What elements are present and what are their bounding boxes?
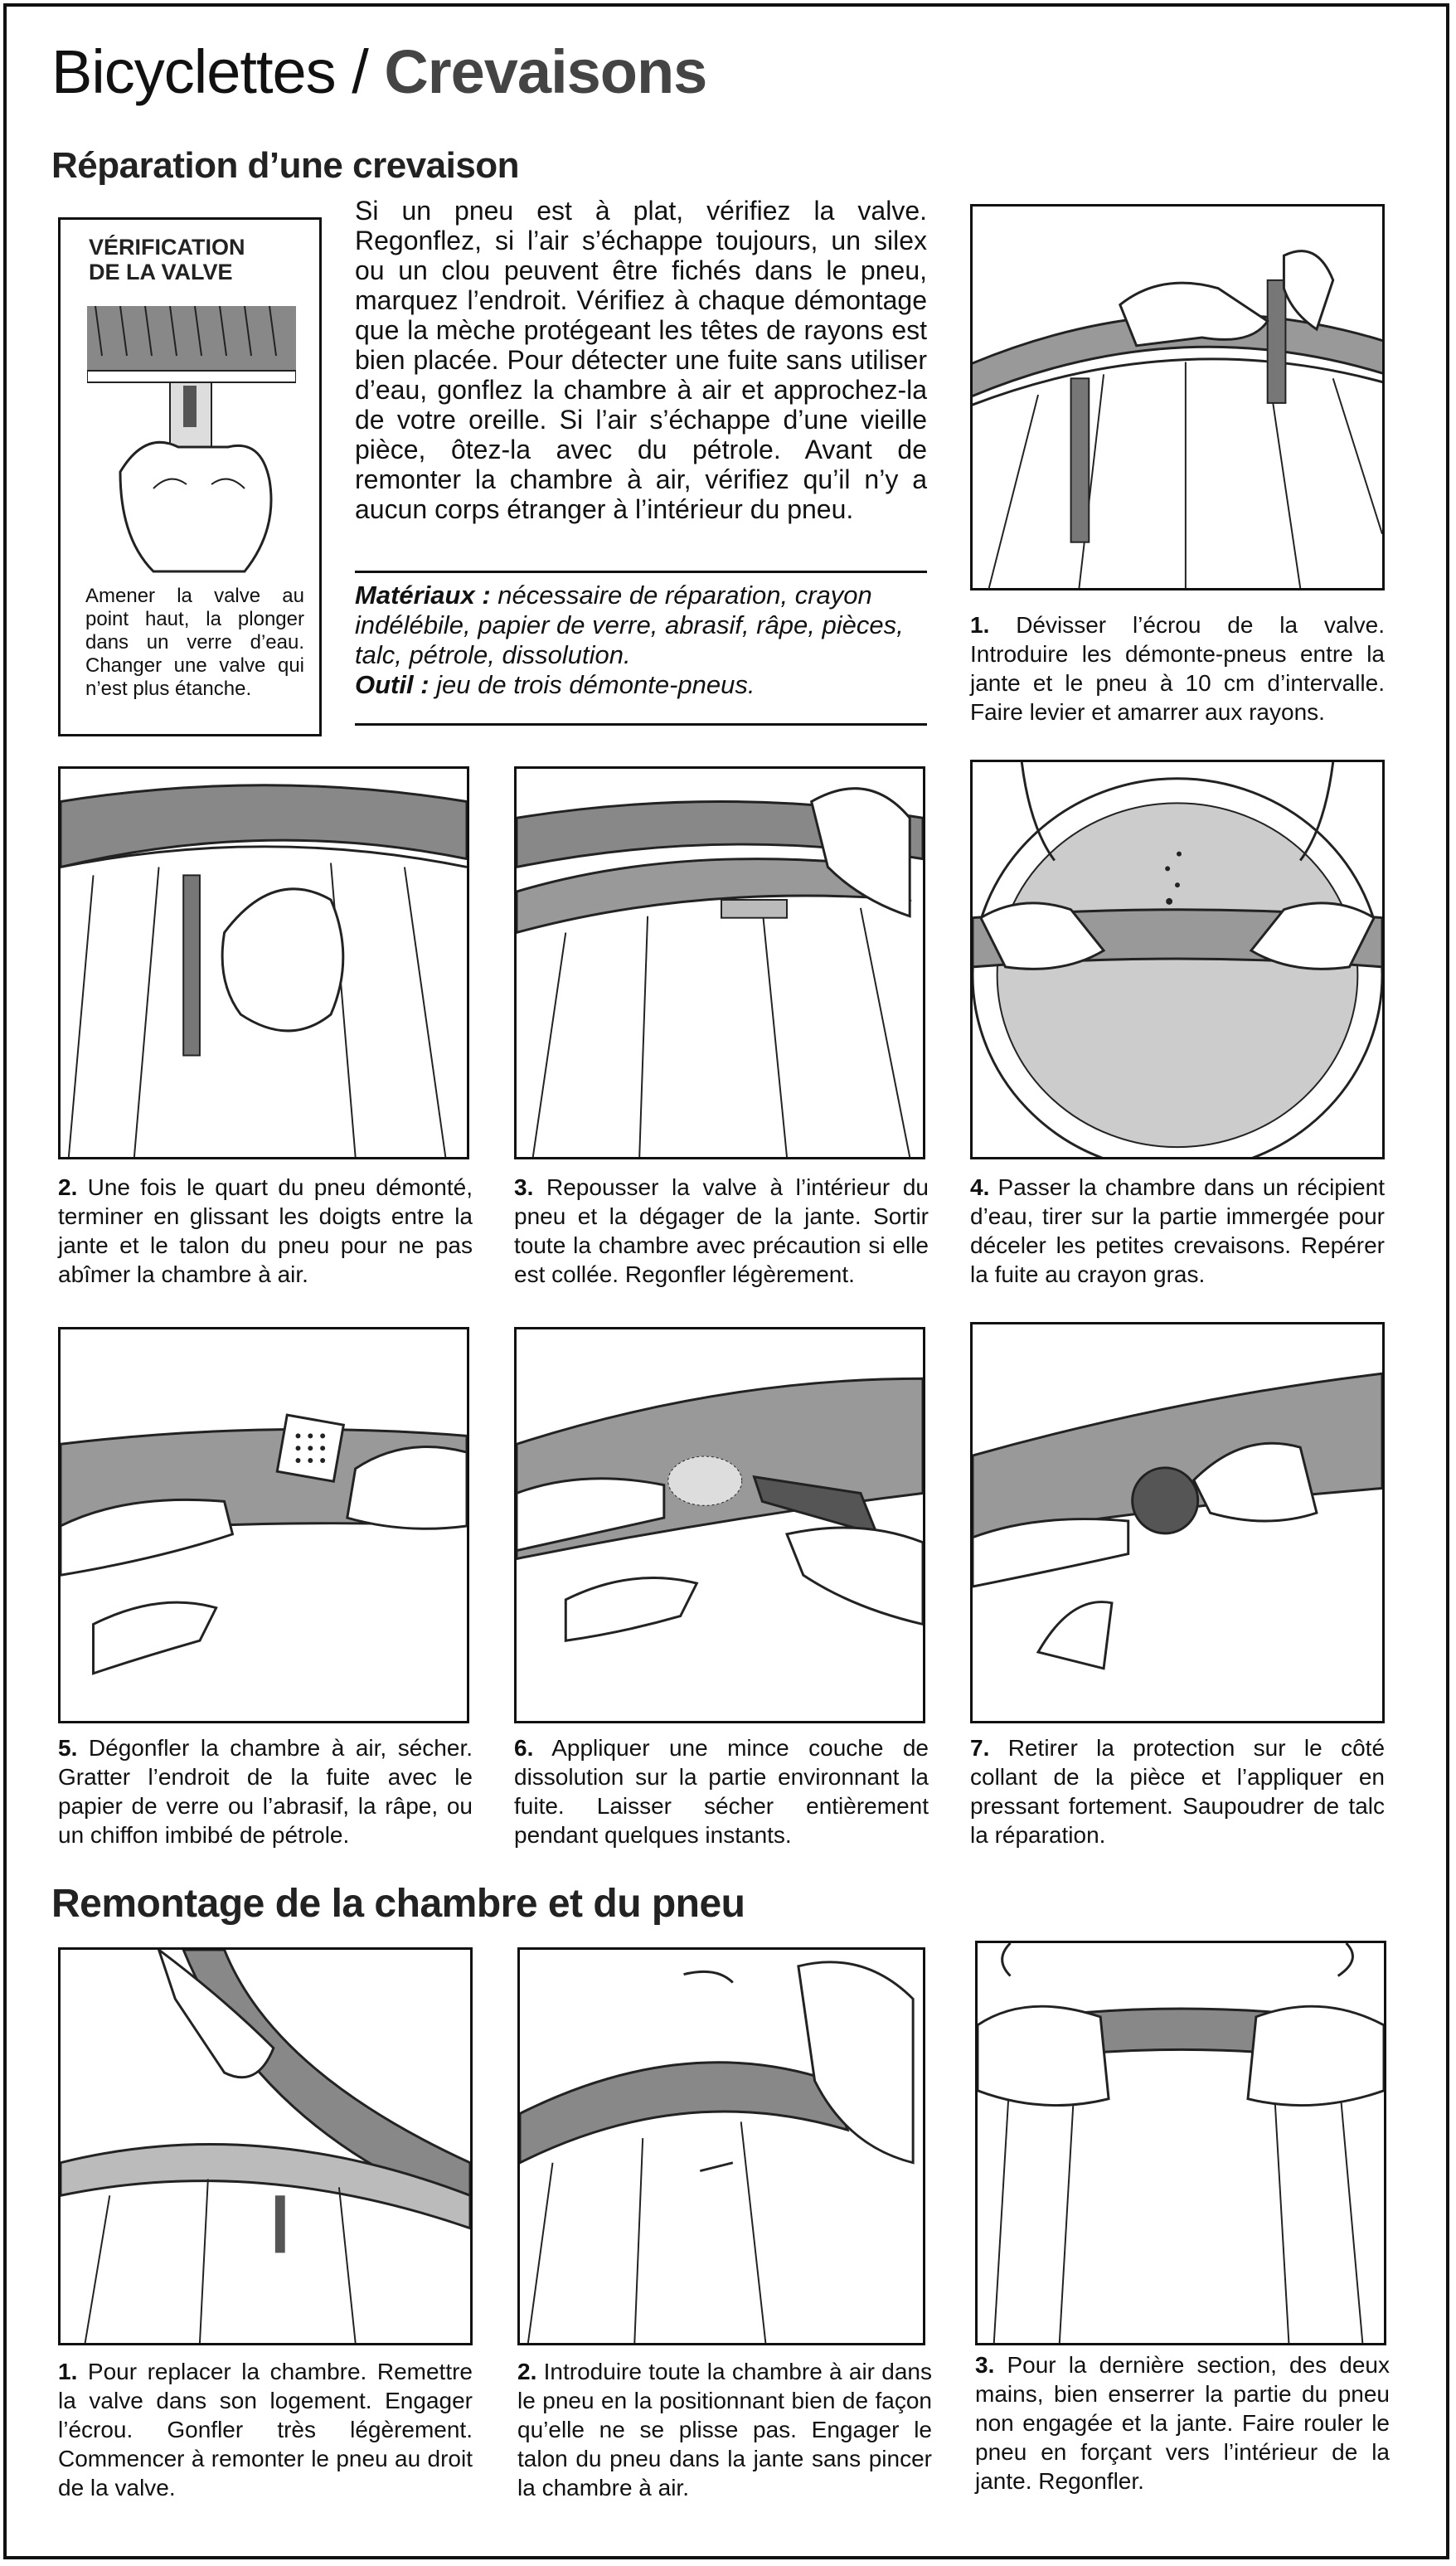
step-3-illustration — [514, 766, 925, 1159]
tool-label: Outil : — [355, 670, 430, 699]
step-6-illustration — [514, 1327, 925, 1723]
remount-step-2-illustration — [517, 1947, 925, 2345]
step-3-caption: 3. Repousser la valve à l’intérieur du pneu et la dégager de la jante. Sortir toute la chambre avec précaution si elle est collée. Regonfler légèrement. — [514, 1174, 929, 1287]
section-heading-remount: Remontage de la chambre et du pneu — [51, 1882, 745, 1926]
step-2-illustration — [58, 766, 469, 1159]
remount-step-1-caption: 1. Pour replacer la chambre. Remettre la valve dans son logement. Engager l’écrou. Gonfler très légèrement. Commencer à remonter le pneu au droit de la valve. — [58, 2359, 473, 2500]
page-title: Bicyclettes / Crevaisons — [51, 37, 707, 106]
step-7-caption: 7. Retirer la protection sur le côté collant de la pièce et l’appliquer en pressant fortement. Saupoudrer de talc la réparation. — [970, 1735, 1386, 1848]
materials-block — [355, 581, 927, 700]
step-2-caption: 2. Une fois le quart du pneu démonté, terminer en glissant les doigts entre la jante et le talon du pneu pour ne pas abîmer la chambre à air. — [58, 1174, 473, 1287]
step-7-illustration — [970, 1322, 1385, 1723]
remount-step-3-caption: 3. Pour la dernière section, des deux mains, bien enserrer la partie du pneu non engagée et la jante. Faire rouler le pneu en forçant vers l’intérieur de la jante. Regonfler. — [975, 2352, 1390, 2494]
divider — [355, 723, 927, 726]
section-heading-repair: Réparation d’une crevaison — [51, 145, 520, 186]
intro-paragraph: Si un pneu est à plat, vérifiez la valve. Regonflez, si l’air s’échappe toujours, un silex ou un clou peuvent être fichés dans le pneu, marquez l’endroit. Vérifiez à chaque démontage que la mèche protégeant les têtes de rayons est bien placée. Pour détecter une fuite sans utiliser d’eau, gonflez la chambre à air et approchez-la de votre oreille. Si l’air s’échappe d’une vieille pièce, ôtez-la avec du pétrole. Avant de remonter la chambre à air, vérifiez qu’il n’y a aucun corps étranger à l’intérieur du pneu. — [355, 196, 927, 524]
remount-step-2-caption: 2. Introduire toute la chambre à air dans le pneu en la positionnant bien de façon qu’elle ne se plisse pas. Engager le talon du pneu dans la jante sans pincer la chambre à air. — [517, 2359, 932, 2500]
step-5-caption: 5. Dégonfler la chambre à air, sécher. Gratter l’endroit de la fuite avec le papier de verre ou l’abrasif, la râpe, ou un chiffon imbibé de pétrole. — [58, 1735, 473, 1848]
step-4-caption: 4. Passer la chambre dans un récipient d’eau, tirer sur la partie immergée pour déceler les petites crevaisons. Repérer la fuite au crayon gras. — [970, 1174, 1386, 1287]
valve-check-box — [58, 217, 322, 736]
step-1-illustration — [970, 204, 1385, 590]
valve-illustration — [87, 306, 296, 580]
step-1-caption: 1. Dévisser l’écrou de la valve. Introduire les démonte-pneus entre la jante et le pneu à 10 cm d’intervalle. Faire levier et amarrer aux rayons. — [970, 612, 1386, 725]
remount-step-3-illustration — [975, 1941, 1386, 2345]
valve-check-caption: Amener la valve au point haut, la plonger dans un verre d’eau. Changer une valve qui n’est plus étanche. — [85, 585, 304, 700]
step-5-illustration — [58, 1327, 469, 1723]
step-6-caption: 6. Appliquer une mince couche de dissolution sur la partie environnant la fuite. Laisser sécher entièrement pendant quelques instants. — [514, 1735, 929, 1848]
tool-text: jeu de trois démonte-pneus. — [436, 670, 755, 699]
step-4-illustration — [970, 760, 1385, 1159]
divider — [355, 571, 927, 573]
remount-step-1-illustration — [58, 1947, 473, 2345]
valve-check-heading: VÉRIFICATION DE LA VALVE — [89, 235, 245, 284]
materials-text: nécessaire de réparation, crayon indélébile, papier de verre, abrasif, râpe, pièces, talc, pétrole, dissolution. — [355, 581, 904, 669]
materials-label: Matériaux : — [355, 581, 491, 610]
